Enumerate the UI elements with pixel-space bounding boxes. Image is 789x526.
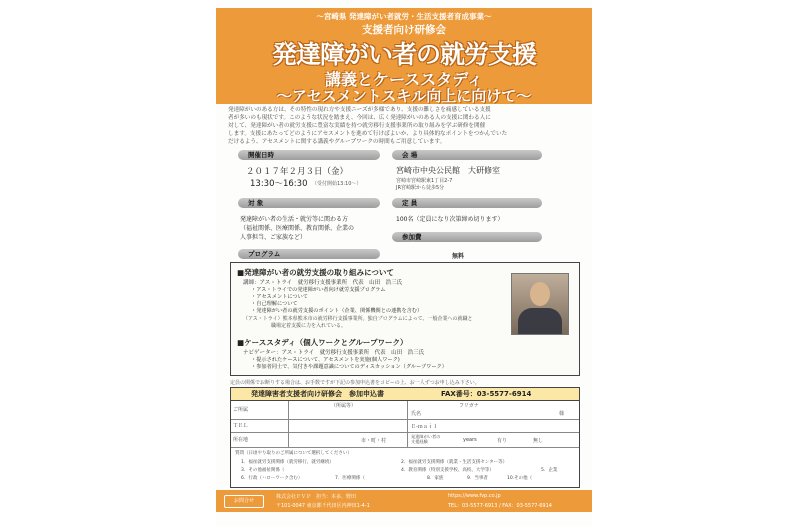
date-label: 開催日時 bbox=[238, 150, 380, 160]
photo-head bbox=[530, 282, 550, 306]
venue-name: 宮崎市中央公民館 大研修室 bbox=[396, 166, 500, 175]
organizer-line: ～宮崎県 発達障がい者就労・生活支援者育成事業～ bbox=[316, 12, 492, 21]
venue-address: 宮崎市宮崎駅東1丁目2-7 bbox=[396, 178, 453, 184]
fee-text: 無料 bbox=[452, 253, 465, 260]
venue-label: 会 場 bbox=[392, 150, 542, 160]
session-1-item: ・自己理解について bbox=[251, 301, 298, 307]
option-8[interactable]: 8．家族 bbox=[427, 476, 444, 481]
event-time: 13:30～16:30 bbox=[250, 179, 308, 189]
event-date: ２０１７年２月３日（金） bbox=[246, 167, 349, 177]
event-subtitle: 支援者向け研修会 bbox=[362, 24, 446, 36]
application-note: 定員の関係でお断りする場合は、お手数ですが下記の参加申込書をコピーの上、お一人ずつお申し込み下さい。 bbox=[230, 380, 480, 386]
photo-body bbox=[518, 308, 562, 335]
experience-years: years bbox=[463, 437, 477, 443]
target-label: 対 象 bbox=[238, 198, 380, 208]
session-2-item: ・提示されたケースについて、アセスメントを実施(個人ワーク) bbox=[251, 357, 400, 363]
session-1-title: ■発達障がい者の就労支援の取り組みについて bbox=[237, 268, 394, 277]
sama-label: 様 bbox=[559, 411, 565, 417]
experience-no[interactable]: 無し bbox=[533, 438, 544, 444]
venue-access: JR宮崎駅から徒歩5分 bbox=[396, 185, 445, 191]
option-7[interactable]: 7．医療関係（ bbox=[335, 476, 365, 481]
event-title-3: ～アセスメントスキル向上に向けて～ bbox=[276, 87, 532, 105]
session-1-item: ・アス・トライでの発達障がい者向け就労支援プログラム bbox=[251, 287, 386, 293]
option-3[interactable]: 3．その他福祉関係（ bbox=[241, 468, 285, 473]
option-1[interactable]: 1．福祉就労支援関係（就労移行、就労継続） bbox=[241, 460, 334, 465]
fee-label: 参加費 bbox=[392, 232, 542, 242]
form-title: 発達障害者支援者向け研修会 参加申込書 bbox=[251, 390, 384, 398]
city-suffix: 市・町・村 bbox=[361, 438, 387, 444]
program-label: プログラム bbox=[238, 249, 380, 259]
session-2-navigator: ナビゲーター：アス・トライ 就労移行支援事業所 代表 山田 浩三氏 bbox=[243, 350, 425, 356]
email-label: Ｅ-ｍａｉｌ bbox=[411, 424, 438, 430]
header-banner bbox=[216, 8, 592, 104]
experience-yes[interactable]: 有り bbox=[497, 438, 508, 444]
name-label: 氏名 bbox=[411, 411, 422, 417]
divider bbox=[407, 433, 408, 447]
fax-number: FAX番号：03-5577-6914 bbox=[441, 390, 532, 398]
session-2-item: ・参加者同士で、気付きや課題意識についてのディスカッション（グループワーク） bbox=[251, 364, 447, 370]
tel-label: ＴＥＬ bbox=[231, 420, 289, 432]
contact-footer bbox=[216, 490, 592, 512]
session-1-desc: （アス・トライ）熊本県熊本市の就労移行支援事業所。独自プログラムによって、一般企業への就職と bbox=[243, 316, 473, 322]
furigana-label: フリガナ bbox=[459, 403, 479, 409]
option-5[interactable]: 5．企業 bbox=[541, 468, 558, 473]
session-2-title: ■ケーススタディ（個人ワークとグループワーク） bbox=[237, 338, 408, 347]
divider bbox=[407, 401, 408, 419]
capacity-label: 定 員 bbox=[392, 198, 542, 208]
contact-web[interactable]: https://www.fvp.co.jp bbox=[448, 493, 501, 499]
org-hint: （所属等） bbox=[331, 403, 357, 409]
session-1-item: ・発達障がい者の就労支援のポイント（企業、関係機関との連携を含む） bbox=[251, 308, 423, 314]
org-input[interactable] bbox=[291, 403, 401, 416]
contact-tel: TEL：03-5577-6913 / FAX：03-5577-6914 bbox=[448, 503, 552, 509]
form-header bbox=[231, 388, 579, 401]
org-row bbox=[231, 401, 579, 420]
contact-tag: お問合せ bbox=[224, 495, 264, 508]
option-9[interactable]: 9．当事者 bbox=[467, 476, 488, 481]
option-10[interactable]: 10.その他（ bbox=[507, 476, 533, 481]
contact-row bbox=[231, 420, 579, 433]
flyer bbox=[216, 0, 592, 526]
org-label: ご所属 bbox=[231, 401, 289, 419]
lecturer-photo bbox=[511, 273, 569, 335]
event-title-2: 講義とケーススタディ bbox=[325, 70, 483, 89]
target-line-3: 人事担当、ご家族など） bbox=[240, 234, 307, 241]
name-input[interactable] bbox=[431, 407, 551, 417]
address-input[interactable] bbox=[291, 435, 357, 445]
event-title: 発達障がい者の就労支援 bbox=[271, 40, 536, 69]
contact-org: 株式会社ＦＶＰ 担当：本多、野田 bbox=[276, 494, 357, 500]
contact-address: 〒101-0047 東京都千代田区内神田1-4-1 bbox=[276, 503, 370, 509]
target-line-2: （福祉関係、医療関係、教育関係、企業の bbox=[240, 225, 355, 232]
divider bbox=[407, 420, 408, 432]
option-4[interactable]: 4．教育関係（特別支援学校、高校、大学等） bbox=[401, 468, 494, 473]
question-area bbox=[231, 448, 579, 486]
question-title: 質問（日頃やり取りのご所属について選択してください） bbox=[235, 451, 352, 456]
email-input[interactable] bbox=[441, 421, 571, 431]
session-1-lecturer: 講師：アス・トライ 就労移行支援事業所 代表 山田 浩三氏 bbox=[243, 280, 403, 286]
option-6[interactable]: 6．行政（ハローワーク含む） bbox=[241, 476, 303, 481]
option-2[interactable]: 2．福祉就労支援関係（就業・生活支援センター等） bbox=[401, 460, 508, 465]
reception-time: （受付開始13:10～） bbox=[312, 181, 362, 187]
target-line-1: 発達障がい者の生活・就労等に関わる方 bbox=[240, 216, 349, 223]
session-1-item: ・アセスメントについて bbox=[251, 294, 308, 300]
tel-input[interactable] bbox=[291, 421, 401, 431]
address-label: 所在地 bbox=[231, 433, 289, 447]
address-row bbox=[231, 433, 579, 448]
intro-text: 発達障がいのある方は、その特性の現れ方や支援ニーズが多様であり、支援の難しさを痛感している支援 者が多いのも現状です。このような状況を踏まえ、今回は、広く発達障がいのある人の支援に関わる人に 対して、発達障がい者の就労支援に豊富な実績を持つ就労移行支援事業所の取り組みを学ぶ研修を開催 します。支援にあたってどのようにアセスメントを進めて行けばよいか、より具体的なポイントをつかんでいた だけるよう、アセスメントに関する講義やグループワークの時間もご用意しています。 bbox=[228, 107, 508, 145]
experience-label: 発達障がい者の 支援経験 bbox=[411, 434, 441, 444]
program-box bbox=[230, 262, 580, 376]
application-form bbox=[230, 387, 580, 488]
session-1-desc-2: 職場定着支援に力を入れている。 bbox=[271, 323, 347, 329]
capacity-text: 100名（定員になり次第締め切ります） bbox=[396, 216, 504, 223]
